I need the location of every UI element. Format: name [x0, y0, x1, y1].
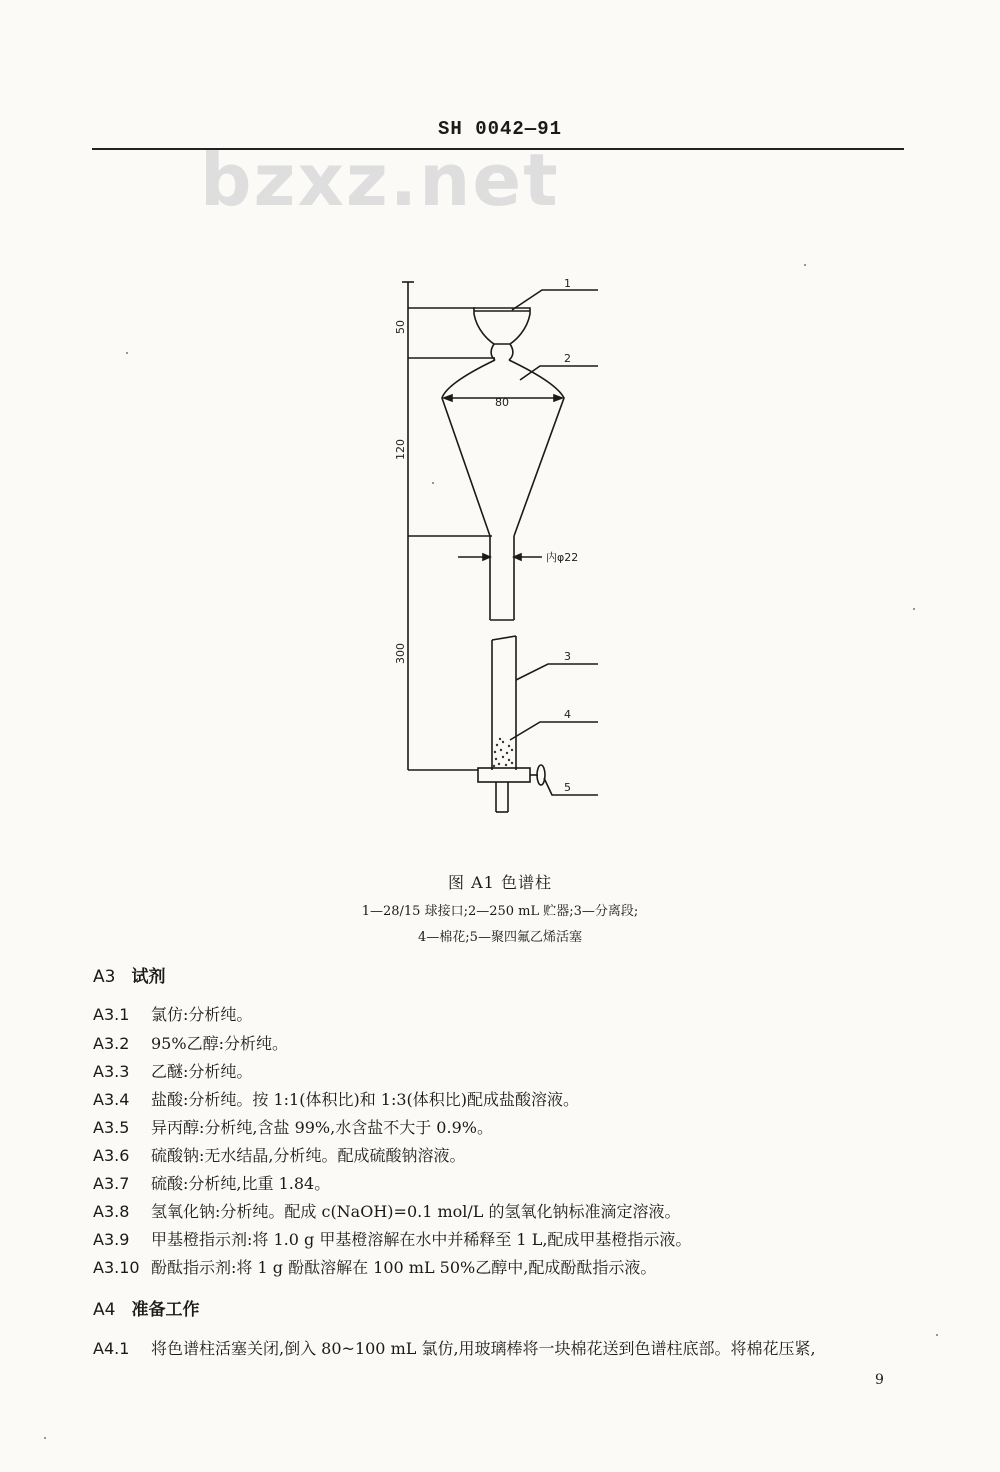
callout-2: 2 [564, 352, 571, 365]
section-number: A3 [93, 967, 116, 987]
scan-speck [913, 608, 915, 610]
leader-4 [510, 722, 598, 740]
callout-4: 4 [564, 708, 571, 721]
list-item: A3.5 异丙醇:分析纯,含盐 99%,水含盐不大于 0.9%。 [93, 1118, 493, 1137]
section-title: 试剂 [131, 967, 166, 987]
scan-speck [936, 1334, 938, 1336]
list-item: A3.4 盐酸:分析纯。按 1:1(体积比)和 1:3(体积比)配成盐酸溶液。 [93, 1090, 580, 1109]
stopcock [478, 768, 530, 782]
scan-speck [804, 264, 806, 266]
list-item: A3.9 甲基橙指示剂:将 1.0 g 甲基橙溶解在水中并稀释至 1 L,配成甲基橙指示液。 [93, 1230, 692, 1249]
list-item: A3.1 氯仿:分析纯。 [93, 1005, 253, 1024]
section-heading-a4 [93, 1295, 199, 1320]
leader-2 [520, 366, 598, 380]
reservoir [442, 360, 564, 536]
list-item: A3.8 氢氧化钠:分析纯。配成 c(NaOH)=0.1 mol/L 的氢氧化钠标准滴定溶液。 [93, 1202, 681, 1221]
callout-3: 3 [564, 650, 571, 663]
callout-1: 1 [564, 277, 571, 290]
list-item: A3.10 酚酞指示剂:将 1 g 酚酞溶解在 100 mL 50%乙醇中,配成酚酞指示液。 [93, 1258, 657, 1277]
figure-caption-line: 4—棉花;5—聚四氟乙烯活塞 [418, 930, 582, 945]
dim-label-50: 50 [394, 320, 407, 334]
cotton-plug [493, 738, 513, 767]
list-item: A4.1 将色谱柱活塞关闭,倒入 80~100 mL 氯仿,用玻璃棒将一块棉花送到色谱柱底部。将棉花压紧, [93, 1339, 816, 1358]
dim-label-300: 300 [394, 643, 407, 664]
scan-speck [432, 482, 434, 484]
list-item: A3.2 95%乙醇:分析纯。 [93, 1034, 288, 1053]
ball-joint [474, 308, 530, 344]
page-number: 9 [875, 1372, 884, 1388]
list-item: A3.6 硫酸钠:无水结晶,分析纯。配成硫酸钠溶液。 [93, 1146, 466, 1165]
leader-5 [544, 778, 598, 795]
section-heading-a3 [93, 962, 165, 987]
list-item: A3.3 乙醚:分析纯。 [93, 1062, 253, 1081]
tube-break [492, 636, 516, 640]
document-code: SH 0042—91 [437, 118, 563, 140]
scan-speck [126, 352, 128, 354]
section-title: 准备工作 [131, 1300, 200, 1320]
dim-label-80: 80 [495, 396, 509, 409]
leader-3 [516, 664, 598, 680]
list-item: A3.7 硫酸:分析纯,比重 1.84。 [93, 1174, 331, 1193]
scan-speck [44, 1437, 46, 1439]
dim-label-120: 120 [394, 439, 407, 460]
section-number: A4 [93, 1300, 116, 1320]
dim-label-inner: 内φ22 [546, 551, 579, 564]
callout-5: 5 [564, 781, 571, 794]
leader-1 [512, 290, 598, 310]
figure-caption-title: 图 A1 色谱柱 [448, 873, 552, 892]
figure-caption-line: 1—28/15 球接口;2—250 mL 贮器;3—分离段; [361, 904, 639, 919]
watermark: bzxz.net [200, 138, 560, 222]
